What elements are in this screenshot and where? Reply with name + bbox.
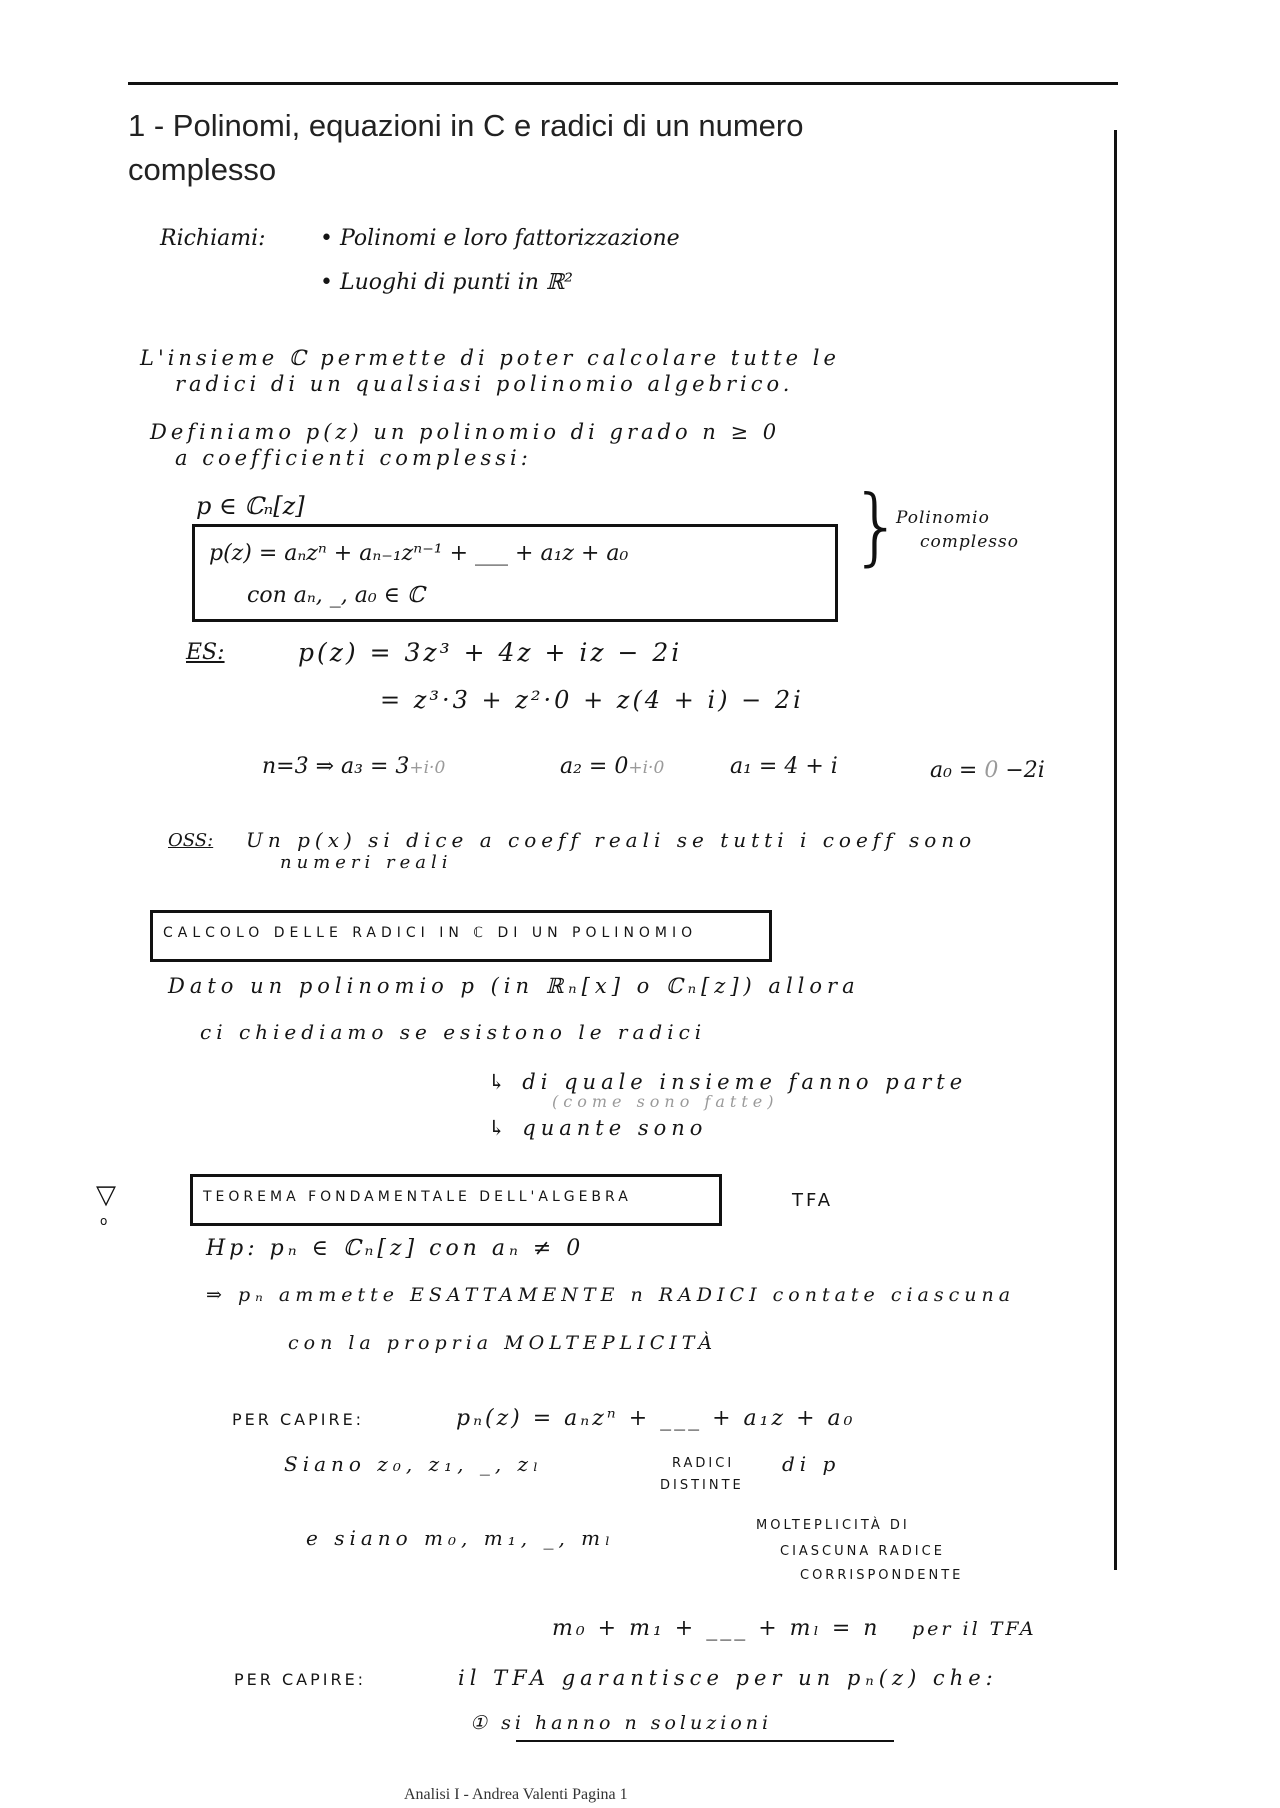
- siano-multiplicities: e siano m₀, m₁, _, mₗ: [306, 1526, 615, 1550]
- oss-line-2: numeri reali: [280, 852, 453, 873]
- per-capire-formula: pₙ(z) = aₙzⁿ + ___ + a₁z + a₀: [456, 1406, 856, 1431]
- tfa-heading: TEOREMA FONDAMENTALE DELL'ALGEBRA: [203, 1189, 632, 1205]
- insieme-line-2: radici di un qualsiasi polinomio algebrico.: [175, 372, 794, 396]
- per-capire-label-2: PER CAPIRE:: [234, 1670, 367, 1689]
- definizione-line-2: a coefficienti complessi:: [175, 446, 532, 470]
- per-capire-label-1: PER CAPIRE:: [232, 1410, 365, 1429]
- calcolo-box: [150, 910, 772, 962]
- richiami-item-1: • Polinomi e loro fattorizzazione: [320, 226, 680, 251]
- polynomial-formula: p(z) = aₙzⁿ + aₙ₋₁zⁿ⁻¹ + ___ + a₁z + a₀: [209, 541, 629, 566]
- margin-rule: [1114, 130, 1117, 1570]
- coeff-a2-value: a₂ = 0: [560, 754, 629, 779]
- coeff-a2-imag: +i·0: [628, 758, 665, 778]
- tfa-thesis-line-1: ⇒ pₙ ammette ESATTAMENTE n RADICI contate ciascuna: [206, 1284, 1016, 1306]
- brace-label-line-1: Polinomio: [896, 508, 990, 528]
- di-p-label: di p: [782, 1452, 841, 1476]
- definizione-line-1: Definiamo p(z) un polinomio di grado n ≥ 0: [150, 420, 781, 444]
- p-in-set: p ∈ ℂₙ[z]: [196, 492, 305, 520]
- richiami-item-2: • Luoghi di punti in ℝ²: [320, 270, 573, 295]
- brace-label-line-2: complesso: [920, 532, 1019, 552]
- coeff-a0-label: a₀ =: [930, 758, 978, 783]
- polynomial-definition-box: [192, 524, 838, 622]
- coeff-a0-grey: 0: [984, 758, 999, 783]
- tfa-hypothesis: Hp: pₙ ∈ ℂₙ[z] con aₙ ≠ 0: [206, 1236, 585, 1261]
- molteplicita-label-2: CIASCUNA RADICE: [780, 1544, 945, 1559]
- coeff-a0-end: −2i: [1005, 758, 1045, 783]
- page-title: 1 - Polinomi, equazioni in C e radici di un numero complesso: [128, 108, 804, 187]
- tfa-abbreviation: TFA: [792, 1190, 834, 1211]
- molteplicita-label-3: CORRISPONDENTE: [800, 1568, 964, 1583]
- siano-roots: Siano z₀, z₁, _, zₗ: [284, 1452, 543, 1476]
- example-line-1: p(z) = 3z³ + 4z + iz − 2i: [298, 638, 683, 667]
- oss-line-1: Un p(x) si dice a coeff reali se tutti i coeff sono: [246, 828, 977, 852]
- coeff-a1: a₁ = 4 + i: [730, 754, 838, 779]
- point-1-solutions: ① si hanno n soluzioni: [470, 1712, 773, 1734]
- point-1-underline: [516, 1740, 894, 1742]
- molteplicita-label-1: MOLTEPLICITÀ DI: [756, 1518, 910, 1533]
- oss-label: OSS:: [168, 830, 214, 851]
- coeff-a3: [262, 754, 445, 779]
- margin-dot-icon: o: [100, 1214, 108, 1228]
- arrow-item-1-note: (come sono fatte): [552, 1092, 779, 1111]
- arrow-item-2: ↳ quante sono: [488, 1116, 708, 1140]
- coefficients-line: con aₙ, _, a₀ ∈ ℂ: [247, 583, 425, 608]
- page-footer: Analisi I - Andrea Valenti Pagina 1: [404, 1786, 628, 1803]
- margin-triangle-icon: ▽: [96, 1180, 116, 1210]
- coeff-a3-imag: +i·0: [409, 758, 446, 778]
- header-rule: [128, 82, 1118, 85]
- right-brace: }: [850, 477, 904, 575]
- tfa-box: [190, 1174, 722, 1226]
- coeff-a2: [560, 754, 664, 779]
- radici-distinte-label-2: DISTINTE: [660, 1478, 744, 1493]
- radici-distinte-label-1: RADICI: [672, 1456, 735, 1471]
- multiplicity-sum: m₀ + m₁ + ___ + mₗ = n: [552, 1616, 881, 1641]
- arrow-item-1: ↳ di quale insieme fanno parte: [488, 1070, 968, 1094]
- dato-line-1: Dato un polinomio p (in ℝₙ[x] o ℂₙ[z]) allora: [168, 974, 860, 998]
- example-line-2: = z³·3 + z²·0 + z(4 + i) − 2i: [380, 686, 804, 714]
- richiami-label: Richiami:: [160, 226, 266, 251]
- coeff-a0: [930, 758, 1045, 783]
- insieme-line-1: L'insieme ℂ permette di poter calcolare tutte le: [140, 346, 840, 370]
- tfa-garantisce: il TFA garantisce per un pₙ(z) che:: [458, 1666, 998, 1690]
- tfa-thesis-line-2: con la propria MOLTEPLICITÀ: [288, 1332, 718, 1354]
- coeff-a3-value: n=3 ⇒ a₃ = 3: [262, 754, 410, 779]
- dato-line-2: ci chiediamo se esistono le radici: [200, 1020, 707, 1044]
- calcolo-heading: CALCOLO DELLE RADICI IN ℂ DI UN POLINOMIO: [163, 925, 698, 941]
- es-label: ES:: [186, 640, 225, 665]
- per-il-tfa-label: per il TFA: [912, 1618, 1037, 1640]
